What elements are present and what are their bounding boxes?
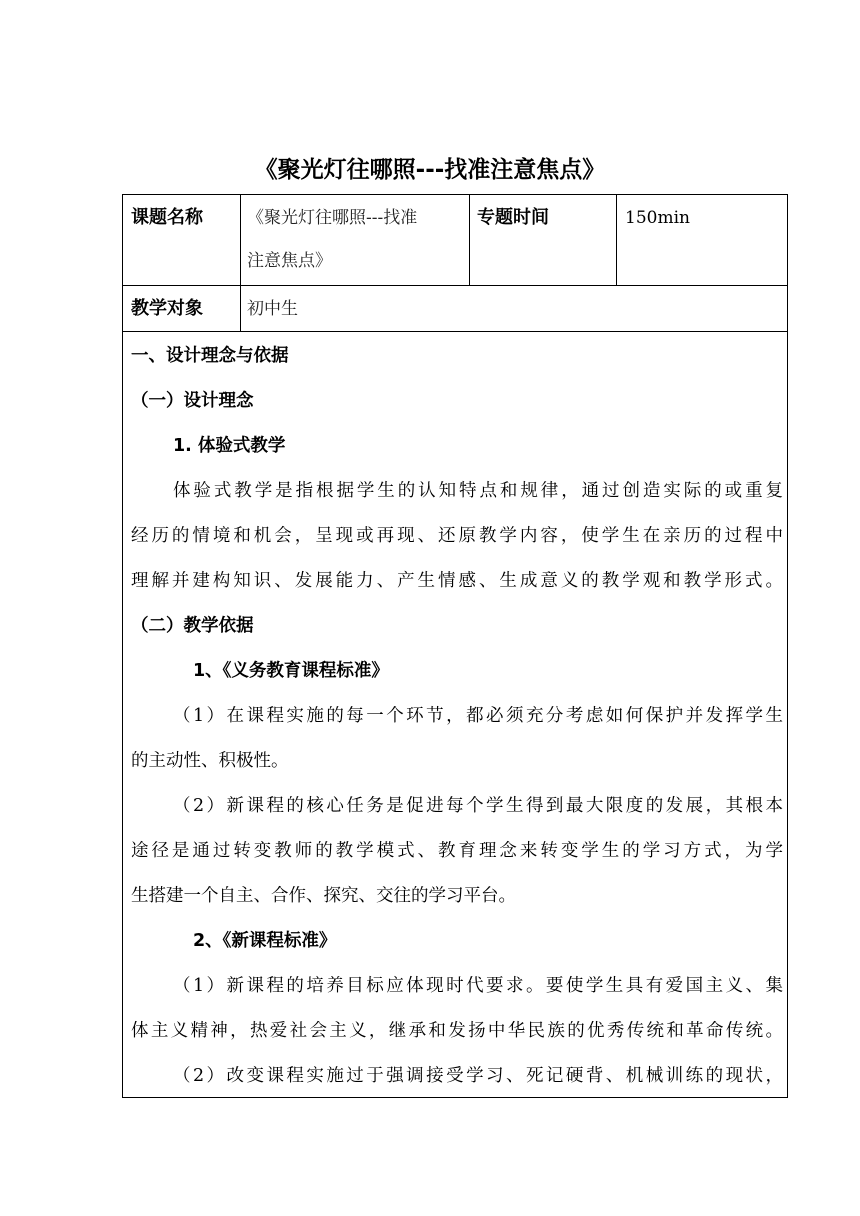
- paragraph-line: （1）新课程的培养目标应体现时代要求。要使学生具有爱国主义、集: [173, 976, 783, 996]
- subsection-heading: （二）教学依据: [131, 616, 254, 636]
- topic-label: 课题名称: [131, 207, 203, 228]
- paragraph-line: 体主义精神，热爱社会主义，继承和发扬中华民族的优秀传统和革命传统。: [131, 1021, 783, 1041]
- paragraph-line: （2）新课程的核心任务是促进每个学生得到最大限度的发展，其根本: [173, 796, 783, 816]
- time-value: 150min: [625, 208, 690, 228]
- paragraph-line: （2）改变课程实施过于强调接受学习、死记硬背、机械训练的现状，: [173, 1066, 783, 1086]
- paragraph-line: 生搭建一个自主、合作、探究、交往的学习平台。: [131, 886, 516, 906]
- col-divider-right: [616, 195, 617, 285]
- audience-value: 初中生: [247, 299, 298, 319]
- row-divider-2: [123, 331, 787, 332]
- col-divider-mid: [469, 195, 470, 285]
- paragraph-line: 理解并建构知识、发展能力、产生情感、生成意义的教学观和教学形式。: [131, 571, 783, 591]
- paragraph-line: （1）在课程实施的每一个环节，都必须充分考虑如何保护并发挥学生: [173, 706, 783, 726]
- document-title: 《聚光灯往哪照---找准注意焦点》: [254, 157, 606, 183]
- paragraph-line: 体验式教学是指根据学生的认知特点和规律，通过创造实际的或重复: [173, 481, 783, 501]
- paragraph-line: 的主动性、积极性。: [131, 751, 289, 771]
- item-heading: 1. 体验式教学: [173, 436, 286, 456]
- section-heading: 一、设计理念与依据: [131, 346, 289, 366]
- paragraph-line: 经历的情境和机会，呈现或再现、还原教学内容，使学生在亲历的过程中: [131, 526, 783, 546]
- audience-label: 教学对象: [131, 298, 203, 319]
- item-heading: 1、《义务教育课程标准》: [193, 661, 389, 681]
- item-heading: 2、《新课程标准》: [193, 931, 337, 951]
- row-divider-1: [123, 285, 787, 286]
- topic-value-line2: 注意焦点》: [247, 251, 332, 271]
- subsection-heading: （一）设计理念: [131, 391, 254, 411]
- topic-value-line1: 《聚光灯往哪照---找准: [247, 208, 418, 228]
- col-divider-label: [240, 195, 241, 331]
- lesson-plan-table: [122, 194, 788, 1098]
- paragraph-line: 途径是通过转变教师的教学模式、教育理念来转变学生的学习方式，为学: [131, 841, 783, 861]
- time-label: 专题时间: [477, 207, 549, 228]
